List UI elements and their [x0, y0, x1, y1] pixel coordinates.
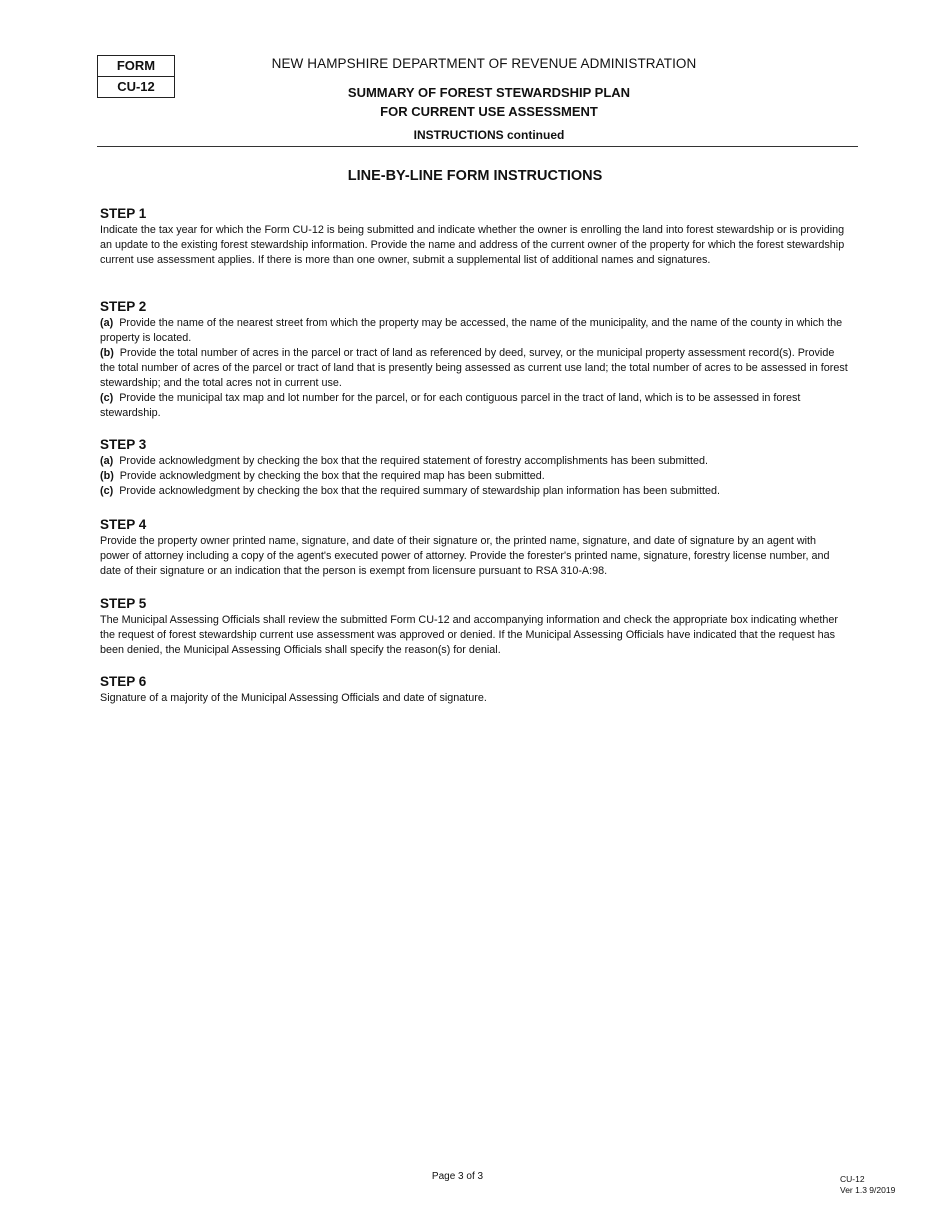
form-number: CU-12: [98, 76, 174, 97]
step-paragraph: [100, 484, 848, 499]
step-text: Provide acknowledgment by checking the box that the required statement of forestry accomplishments has been submitted.: [119, 455, 708, 467]
step-paragraph: [100, 534, 848, 579]
step-item-label: (b): [100, 470, 114, 482]
step-3: [100, 436, 848, 499]
step-title: STEP 1: [100, 206, 147, 221]
step-1: [100, 205, 848, 268]
step-text: The Municipal Assessing Officials shall review the submitted Form CU-12 and accompanying information and check the appropriate box indicating whether the request of forest stewardship current use assessment was approved or denied. If the Municipal Assessing Officials have indicated that the request has been denied, the Municipal Assessing Officials shall specify the reason(s) for denial.: [100, 614, 838, 656]
step-item-label: (c): [100, 485, 114, 497]
step-6: [100, 673, 848, 706]
header-divider: [97, 146, 858, 147]
step-paragraph: [100, 223, 848, 268]
step-4: [100, 516, 848, 579]
step-text: Provide acknowledgment by checking the box that the required summary of stewardship plan information has been submitted.: [119, 485, 720, 497]
step-5: [100, 595, 848, 658]
form-title-line1: SUMMARY OF FOREST STEWARDSHIP PLAN: [347, 85, 631, 100]
page-number: Page 3 of 3: [431, 1171, 484, 1182]
footer-form-id: CU-12: [840, 1174, 865, 1184]
step-item-label: (b): [100, 347, 114, 359]
step-title: STEP 5: [100, 596, 147, 611]
step-text: Provide the property owner printed name, signature, and date of their signature or, the printed name, signature, and date of signature by an agent with power of attorney including a copy of the agent's executed power of attorney. Provide the forester's printed name, signature, forestry license number, and date of their signature or an indication that the person is exempt from licensure pursuant to RSA 310-A:98.: [100, 535, 830, 577]
step-paragraph: [100, 316, 848, 346]
step-text: Provide acknowledgment by checking the box that the required map has been submitted.: [119, 470, 545, 482]
step-text: Signature of a majority of the Municipal Assessing Officials and date of signature.: [100, 692, 487, 704]
step-item-label: (a): [100, 455, 114, 467]
form-label: FORM: [116, 58, 156, 73]
step-title: STEP 3: [100, 437, 147, 452]
form-version-block: [840, 1174, 895, 1196]
step-title: STEP 4: [100, 517, 147, 532]
instructions-subtitle: INSTRUCTIONS continued: [413, 128, 565, 142]
step-paragraph: [100, 454, 848, 469]
step-paragraph: [100, 613, 848, 658]
step-item-label: (c): [100, 392, 114, 404]
step-title: STEP 6: [100, 674, 147, 689]
step-paragraph: [100, 391, 848, 421]
footer-version: Ver 1.3 9/2019: [840, 1185, 896, 1195]
form-title-line2: FOR CURRENT USE ASSESSMENT: [380, 104, 598, 119]
department-name: NEW HAMPSHIRE DEPARTMENT OF REVENUE ADMINISTRATION: [271, 56, 697, 71]
section-heading: LINE-BY-LINE FORM INSTRUCTIONS: [347, 168, 603, 184]
step-paragraph: [100, 346, 848, 391]
step-text: Provide the municipal tax map and lot number for the parcel, or for each contiguous parcel in the tract of land, which is to be assessed in forest stewardship.: [100, 392, 801, 419]
step-text: Provide the name of the nearest street from which the property may be accessed, the name of the municipality, and the name of the county in which the property is located.: [100, 317, 843, 344]
step-item-label: (a): [100, 317, 114, 329]
step-2: [100, 298, 848, 421]
step-paragraph: [100, 469, 848, 484]
step-paragraph: [100, 691, 848, 706]
step-text: Indicate the tax year for which the Form CU-12 is being submitted and indicate whether the owner is enrolling the land into forest stewardship or is providing an update to the existing forest stewardship information. Provide the name and address of the current owner of the property for which the forest stewardship current use assessment applies. If there is more than one owner, submit a supplemental list of additional names and signatures.: [100, 224, 845, 266]
step-text: Provide the total number of acres in the parcel or tract of land as referenced by deed, survey, or the municipal property assessment record(s). Provide the total number of acres of the parcel or tract of land that is presently being assessed as current use land; the total number of acres to be assessed in forest stewardship; and the total acres not in current use.: [100, 347, 848, 389]
step-title: STEP 2: [100, 299, 147, 314]
